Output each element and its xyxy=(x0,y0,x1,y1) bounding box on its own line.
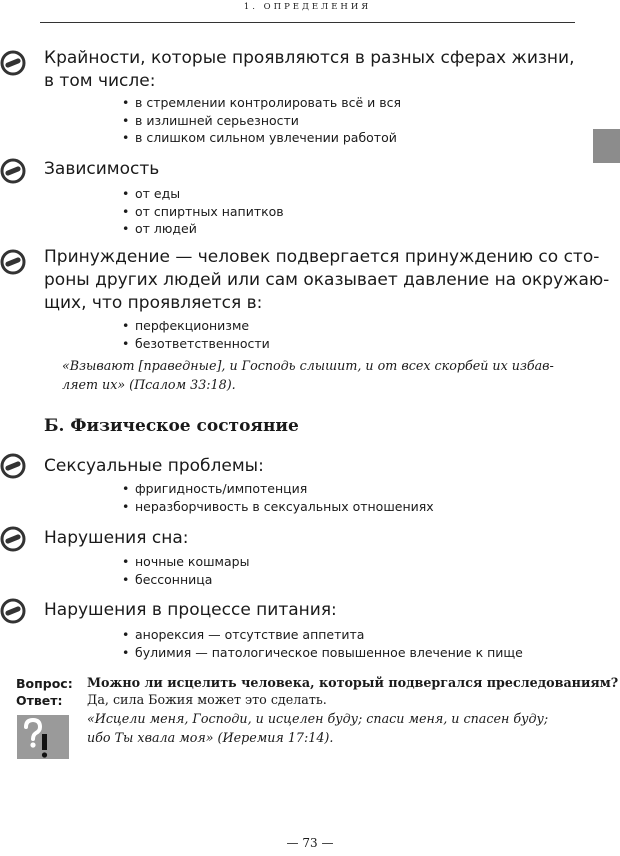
list-item: • фригидность/импотенция xyxy=(122,480,434,498)
list-item: • анорексия — отсутствие аппетита xyxy=(122,626,523,644)
header-rule xyxy=(40,22,575,23)
bullet-list xyxy=(122,185,284,238)
bullet-list xyxy=(122,317,270,352)
section-heading: Б. Физическое состояние xyxy=(44,416,299,436)
entry-title: Зависимость xyxy=(44,159,160,179)
page-number: — 73 — xyxy=(286,836,334,850)
scripture-quote: «Взывают [праведные], и Господь слышит, и от всех скорбей их избав- ляет их» (Псалом 33:18). xyxy=(62,358,554,392)
bullet-list xyxy=(122,480,434,515)
bullet-list xyxy=(122,94,401,147)
list-item: • в стремлении контролировать всё и вся xyxy=(122,94,401,112)
answer-text: Да, сила Божия может это сделать. xyxy=(87,692,327,707)
bullet-list xyxy=(122,626,523,661)
running-head: 1. ОПРЕДЕЛЕНИЯ xyxy=(243,2,372,12)
minus-circle-icon xyxy=(0,453,26,479)
entry-title: Сексуальные проблемы: xyxy=(44,456,264,476)
minus-circle-icon xyxy=(0,50,26,76)
list-item: • безответственности xyxy=(122,335,270,353)
minus-circle-icon xyxy=(0,158,26,184)
question-text: Можно ли исцелить человека, который подвергался преследованиям? xyxy=(87,675,619,690)
chapter-tab-marker xyxy=(593,129,620,163)
minus-circle-icon xyxy=(0,249,26,275)
list-item: • в слишком сильном увлечении работой xyxy=(122,129,401,147)
entry-title: Нарушения сна: xyxy=(44,528,189,548)
list-item: • ночные кошмары xyxy=(122,553,249,571)
minus-circle-icon xyxy=(0,526,26,552)
question-label: Вопрос: xyxy=(16,676,73,691)
entry-title: Принуждение — человек подвергается принуждению со сто- роны других людей или сам оказывает давление на окружаю- щих, что проявляется в: xyxy=(44,247,610,313)
answer-scripture-quote: «Исцели меня, Господи, и исцелен буду; спаси меня, и спасен буду; ибо Ты хвала моя» (Иеремия 17:14). xyxy=(87,711,549,745)
list-item: • булимия — патологическое повышенное влечение к пище xyxy=(122,644,523,662)
entry-title: Крайности, которые проявляются в разных сферах жизни, в том числе: xyxy=(44,48,575,91)
list-item: • перфекционизме xyxy=(122,317,270,335)
list-item: • от людей xyxy=(122,220,284,238)
answer-label: Ответ: xyxy=(16,693,63,708)
bullet-list xyxy=(122,553,249,588)
list-item: • от еды xyxy=(122,185,284,203)
list-item: • в излишней серьезности xyxy=(122,112,401,130)
question-exclamation-icon xyxy=(17,715,69,759)
list-item: • неразборчивость в сексуальных отношениях xyxy=(122,498,434,516)
list-item: • от спиртных напитков xyxy=(122,203,284,221)
entry-title: Нарушения в процессе питания: xyxy=(44,600,337,620)
minus-circle-icon xyxy=(0,598,26,624)
list-item: • бессонница xyxy=(122,571,249,589)
